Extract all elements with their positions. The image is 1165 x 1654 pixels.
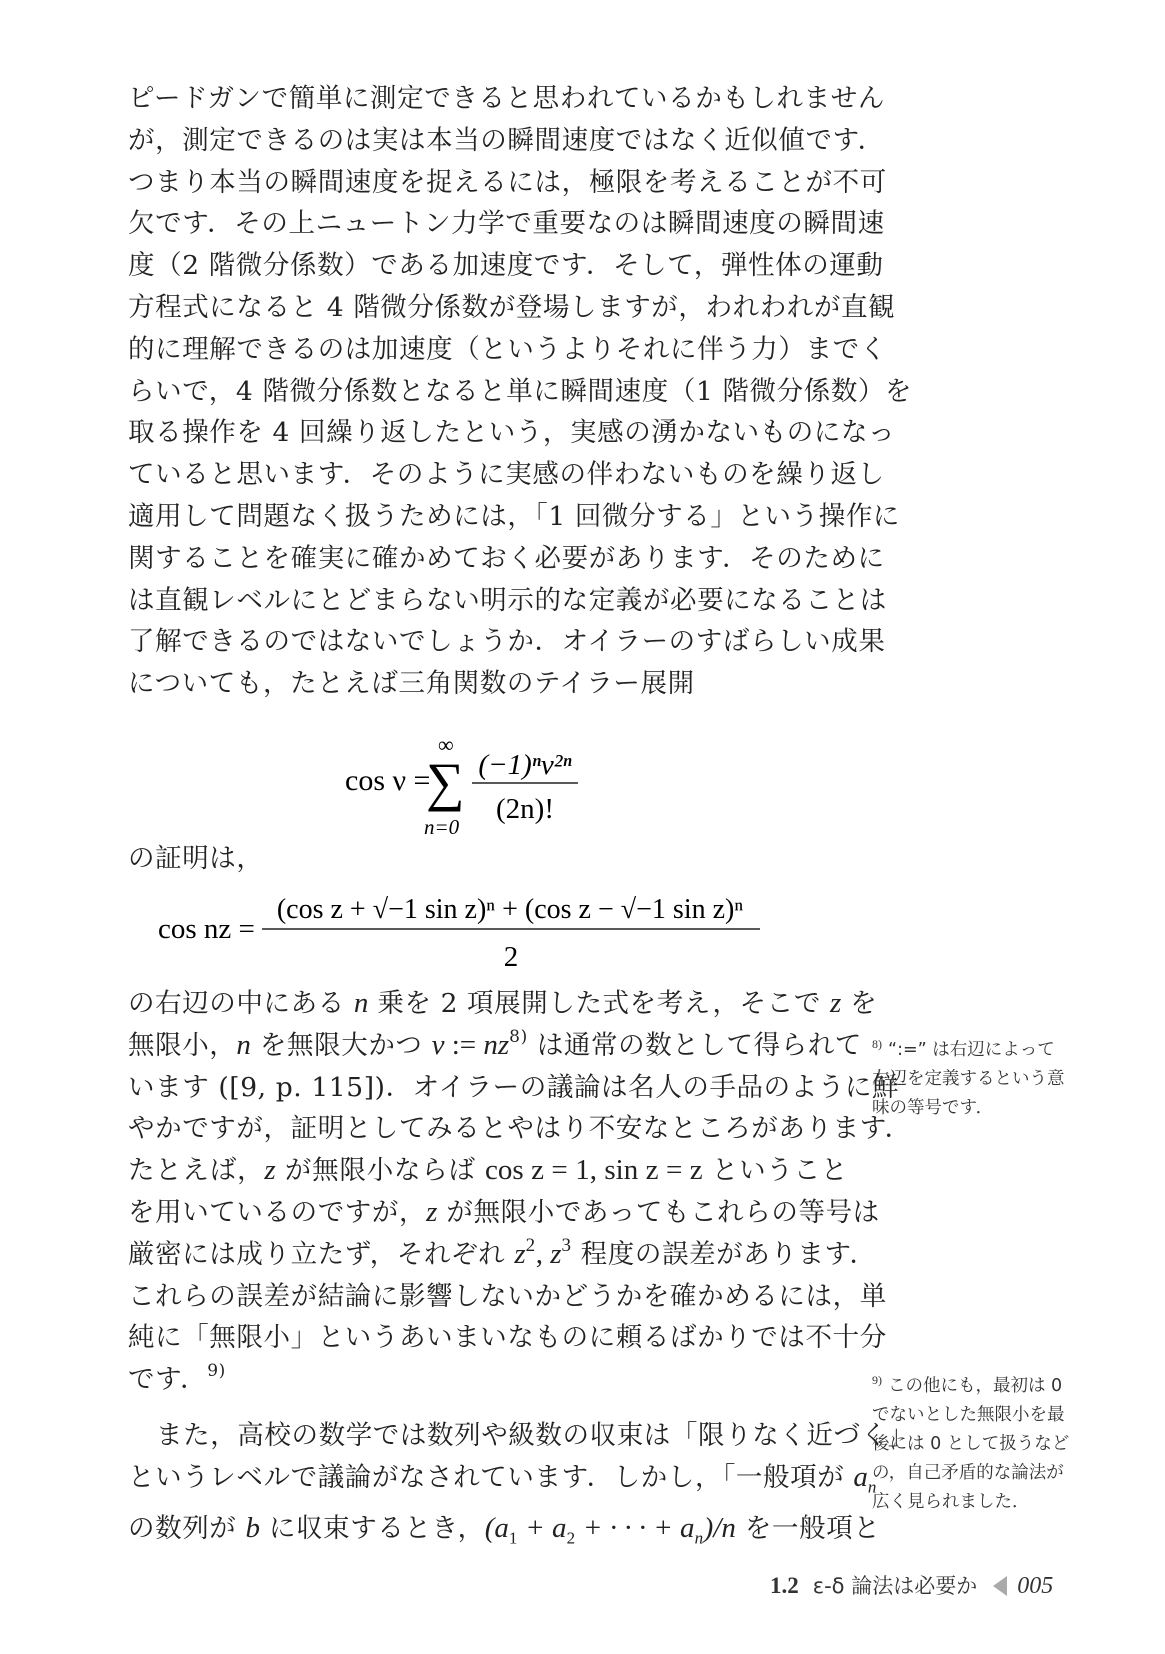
p1-line: ていると思います．そのように実感の伴わないものを繰り返し: [128, 459, 885, 491]
p3-line: を用いているのですが，z が無限小であってもこれらの等号は: [128, 1195, 880, 1228]
p2-line: の証明は，: [128, 843, 264, 874]
sidenote-line: 左辺を定義するという意: [872, 1069, 1065, 1089]
p1-line: 了解できるのではないでしょうか．オイラーのすばらしい成果: [128, 626, 886, 658]
paragraph-4: [128, 1415, 915, 1559]
sidenote-line: 広く見られました．: [872, 1492, 1030, 1512]
p1-line: らいで，4 階微分係数となると単に瞬間速度（1 階微分係数）を: [128, 375, 913, 407]
sidenote-number: 8): [872, 1037, 882, 1051]
sidenote-9: [872, 1366, 1097, 1517]
eq1-numerator: (−1)ⁿν²ⁿ: [478, 749, 572, 781]
p1-line: 取る操作を 4 回繰り返したという，実感の湧かないものになっ: [128, 417, 896, 449]
p3-line: たとえば，z が無限小ならば cos z = 1, sin z = z ということ: [128, 1154, 849, 1187]
p1-line: 適用して問題なく扱うためには，「1 回微分する」という操作に: [128, 500, 901, 532]
p3-line: 無限小，n を無限大かつ ν := nz$^{8)}$ は通常の数として得られて: [128, 1026, 863, 1061]
p1-line: 関することを確実に確かめておく必要があります．そのために: [128, 542, 885, 574]
p1-line: 欠です．その上ニュートン力学で重要なのは瞬間速度の瞬間速: [128, 208, 885, 240]
eq1-sum-upper: ∞: [438, 732, 454, 757]
cos-nz-equation: [0, 888, 1165, 978]
sidenote-line: 味の等号です．: [872, 1098, 994, 1118]
running-footer: [770, 1570, 1115, 1610]
sidenote-line: $^{8)}$ “:=” は右辺によって: [872, 1037, 1055, 1060]
p4-line: というレベルで議論がなされています．しかし，「一般項が $a_n$: [128, 1460, 877, 1497]
p4-line: また，高校の数学では数列や級数の収束は「限りなく近づく」: [156, 1420, 915, 1451]
p1-line: についても，たとえば三角関数のテイラー展開: [128, 668, 695, 700]
sidenote-line: $^{9)}$ この他にも，最初は 0: [872, 1373, 1063, 1396]
p1-line: 的に理解できるのは加速度（というよりそれに伴う力）までく: [128, 333, 887, 365]
p3-line: 厳密には成り立たず，それぞれ $z^2$, $z^3$ 程度の誤差があります．: [128, 1234, 877, 1270]
p1-line: は直観レベルにとどまらない明示的な定義が必要になることは: [128, 584, 887, 616]
paragraph-1: [128, 78, 913, 705]
p1-line: ピードガンで簡単に測定できると思われているかもしれません: [128, 83, 885, 114]
sidenote-line: 後には 0 として扱うなど: [872, 1434, 1070, 1454]
paragraph-3: [128, 983, 912, 1401]
p1-line: 度（2 階微分係数）である加速度です．そして，弾性体の運動: [128, 250, 884, 282]
paragraph-2: [128, 838, 848, 880]
eq2-lhs: cos nz =: [158, 913, 255, 945]
taylor-series-equation: [0, 730, 1165, 840]
p3-line: います ([9, p. 115])．オイラーの議論は名人の手品のように鮮: [128, 1071, 900, 1103]
eq1-sum-lower: n=0: [424, 815, 460, 839]
left-triangle-icon: [993, 1576, 1007, 1596]
p3-line: これらの誤差が結論に影響しないかどうかを確かめるには，単: [128, 1280, 887, 1312]
eq1-sum-symbol: ∑: [426, 752, 465, 812]
p1-line: つまり本当の瞬間速度を捉えるには，極限を考えることが不可: [128, 166, 887, 198]
footnote-ref-9[interactable]: 9): [207, 1361, 226, 1382]
p4-line: の数列が b に収束するとき，($a_1 + a_2$ + · · · + $a_n)/n$ を一般項と: [128, 1511, 881, 1548]
p3-line: の右辺の中にある n 乗を 2 項展開した式を考え，そこで z を: [128, 987, 878, 1019]
eq1-lhs: cos ν =: [345, 764, 431, 797]
eq2-numerator: (cos z + √−1 sin z)ⁿ + (cos z − √−1 sin z)ⁿ: [276, 894, 744, 925]
sidenote-line: でないとした無限小を最: [872, 1405, 1065, 1425]
p3-line: やかですが，証明としてみるとやはり不安なところがあります．: [128, 1113, 912, 1145]
sidenote-8: [872, 1030, 1097, 1123]
p1-line: 方程式になると 4 階微分係数が登場しますが，われわれが直観: [128, 291, 896, 323]
page-number: 005: [1017, 1573, 1054, 1599]
eq2-denominator: 2: [503, 941, 519, 973]
sidenote-line: の，自己矛盾的な論法が: [872, 1463, 1064, 1483]
footnote-ref-8[interactable]: 8): [509, 1026, 528, 1047]
section-number: 1.2: [770, 1573, 799, 1598]
eq1-denominator: (2n)!: [496, 793, 554, 825]
p1-line: が，測定できるのは実は本当の瞬間速度ではなく近似値です．: [128, 124, 885, 156]
p3-line: です．$^{9)}$: [128, 1361, 226, 1396]
section-title: ε-δ 論法は必要か: [812, 1574, 978, 1598]
sidenote-number: 9): [872, 1373, 882, 1387]
p3-line: 純に「無限小」というあいまいなものに頼るばかりでは不十分: [128, 1322, 887, 1354]
